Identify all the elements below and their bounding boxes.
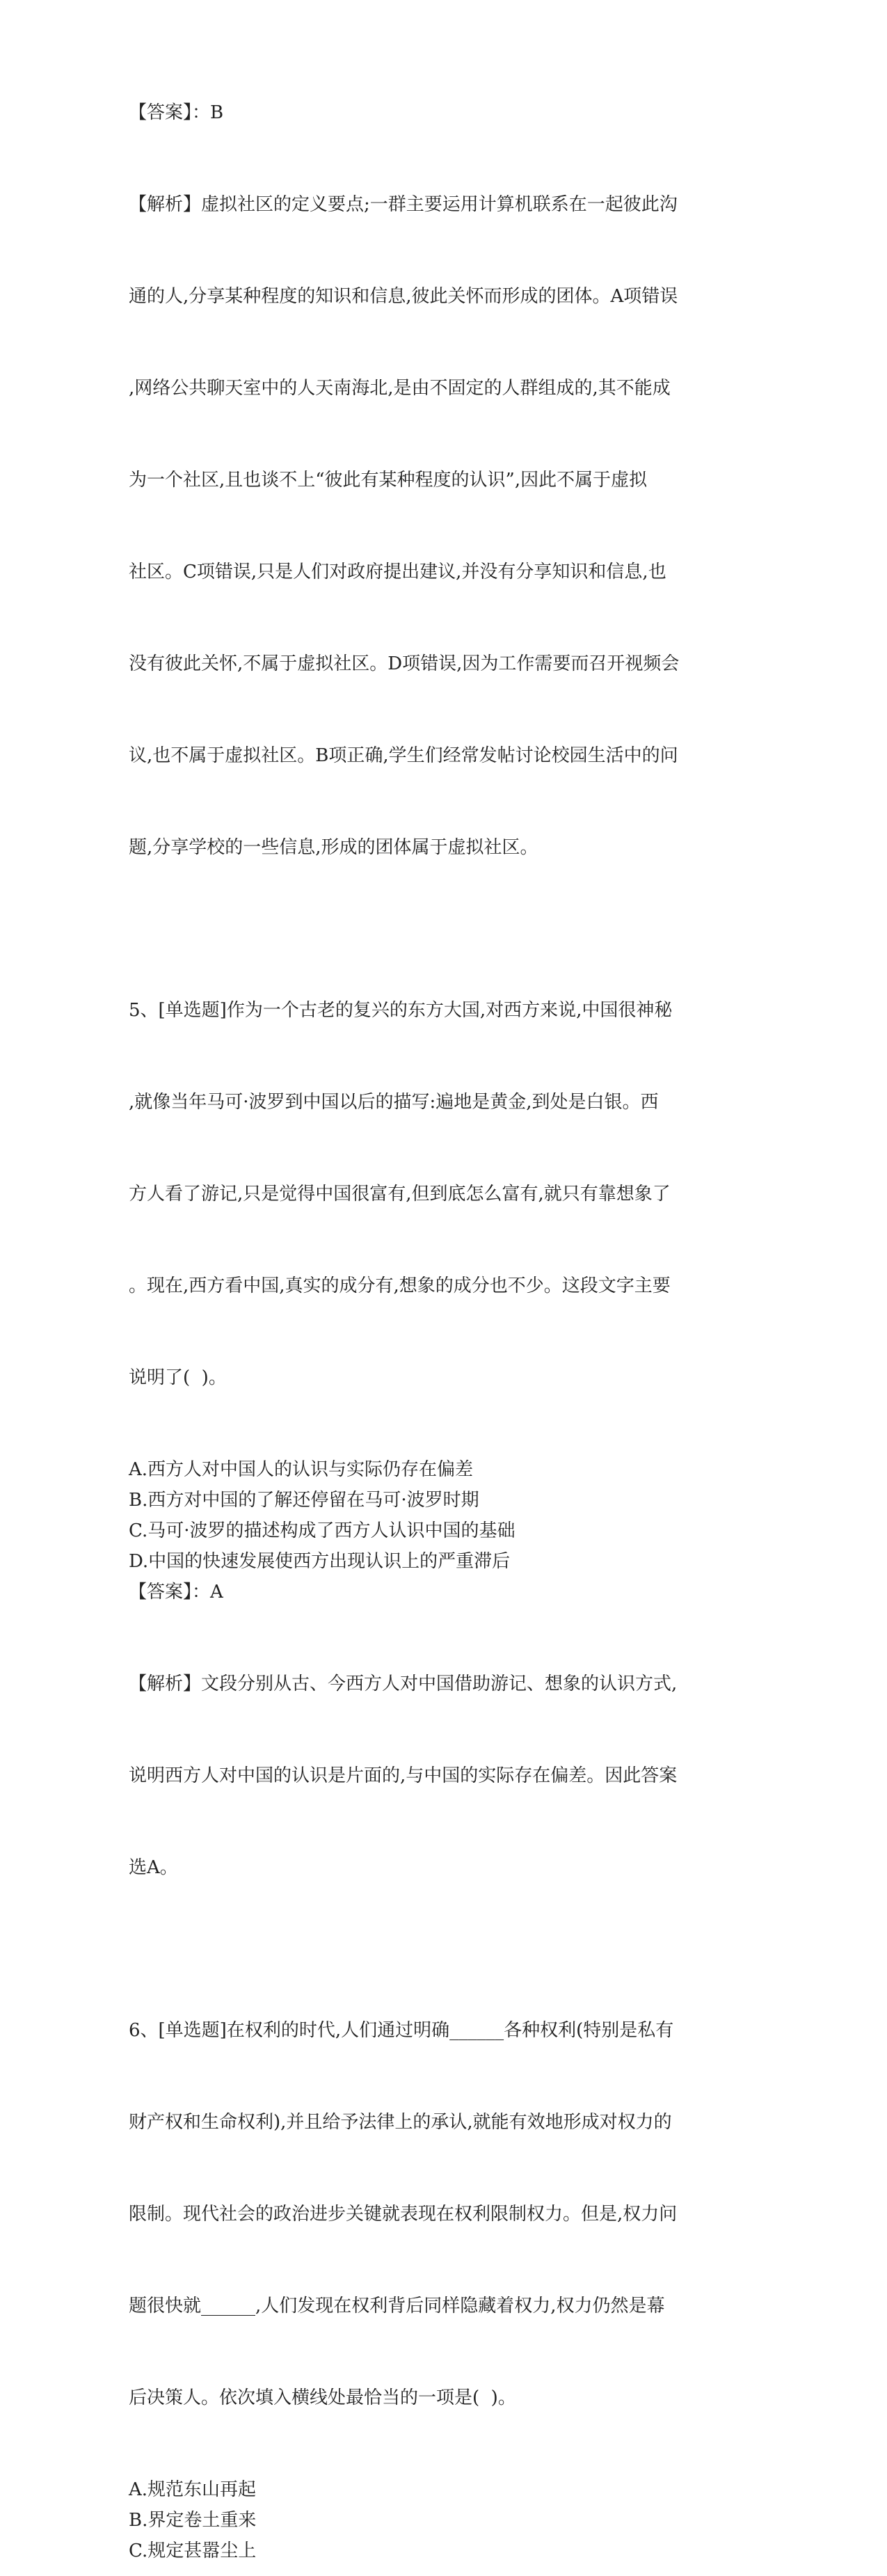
analysis-line: 议,也不属于虚拟社区。B项正确,学生们经常发帖讨论校园生活中的问 [129, 745, 678, 766]
option-c: C.规定甚嚣尘上 [129, 2541, 257, 2561]
option-a: A.规范东山再起 [129, 2479, 257, 2500]
analysis-line: 【解析】虚拟社区的定义要点;一群主要运用计算机联系在一起彼此沟 [129, 194, 678, 215]
stem-line: ,就像当年马可·波罗到中国以后的描写:遍地是黄金,到处是白银。西 [129, 1092, 659, 1113]
option-a: A.西方人对中国人的认识与实际仍存在偏差 [129, 1459, 474, 1480]
analysis-line: 说明西方人对中国的认识是片面的,与中国的实际存在偏差。因此答案 [129, 1765, 678, 1786]
analysis-line: 选A。 [129, 1857, 178, 1878]
analysis-paragraph [129, 1607, 755, 1944]
question-stem [129, 934, 755, 1454]
analysis-line: 为一个社区,且也谈不上“彼此有某种程度的认识”,因此不属于虚拟 [129, 470, 648, 491]
stem-line: 限制。现代社会的政治进步关键就表现在权利限制权力。但是,权力问 [129, 2204, 678, 2225]
stem-line: 5、[单选题]作为一个古老的复兴的东方大国,对西方来说,中国很神秘 [129, 1000, 673, 1021]
analysis-line: 没有彼此关怀,不属于虚拟社区。D项错误,因为工作需要而召开视频会 [129, 653, 680, 674]
stem-line: 后决策人。依次填入横线处最恰当的一项是( )。 [129, 2387, 516, 2408]
question-6 [129, 1954, 755, 2566]
stem-line: 方人看了游记,只是觉得中国很富有,但到底怎么富有,就只有靠想象了 [129, 1184, 671, 1204]
answer-line: 【答案】：A [129, 1582, 223, 1603]
option-b: B.西方对中国的了解还停留在马可·波罗时期 [129, 1490, 479, 1511]
option-d: D.中国的快速发展使西方出现认识上的严重滞后 [129, 1551, 511, 1572]
analysis-line: 【解析】文段分别从古、今西方人对中国借助游记、想象的认识方式, [129, 1673, 678, 1694]
option-c: C.马可·波罗的描述构成了西方人认识中国的基础 [129, 1520, 516, 1541]
stem-line: 。现在,西方看中国,真实的成分有,想象的成分也不少。这段文字主要 [129, 1275, 671, 1296]
question-5 [129, 934, 755, 1944]
analysis-line: 通的人,分享某种程度的知识和信息,彼此关怀而形成的团体。A项错误 [129, 286, 678, 307]
analysis-paragraph [129, 128, 755, 924]
analysis-line: ,网络公共聊天室中的人天南海北,是由不固定的人群组成的,其不能成 [129, 378, 671, 399]
stem-line: 说明了( )。 [129, 1367, 227, 1388]
stem-line: 题很快就______,人们发现在权利背后同样隐藏着权力,权力仍然是幕 [129, 2296, 665, 2316]
question-4-solution [129, 97, 755, 924]
stem-line: 6、[单选题]在权利的时代,人们通过明确______各种权利(特别是私有 [129, 2020, 674, 2041]
analysis-line: 题,分享学校的一些信息,形成的团体属于虚拟社区。 [129, 837, 538, 858]
stem-line: 财产权和生命权利),并且给予法律上的承认,就能有效地形成对权力的 [129, 2112, 672, 2133]
answer-line: 【答案】：B [129, 102, 224, 123]
document-page [129, 97, 755, 2576]
question-stem [129, 1954, 755, 2474]
option-b: B.界定卷土重来 [129, 2510, 257, 2531]
analysis-line: 社区。C项错误,只是人们对政府提出建议,并没有分享知识和信息,也 [129, 562, 666, 582]
